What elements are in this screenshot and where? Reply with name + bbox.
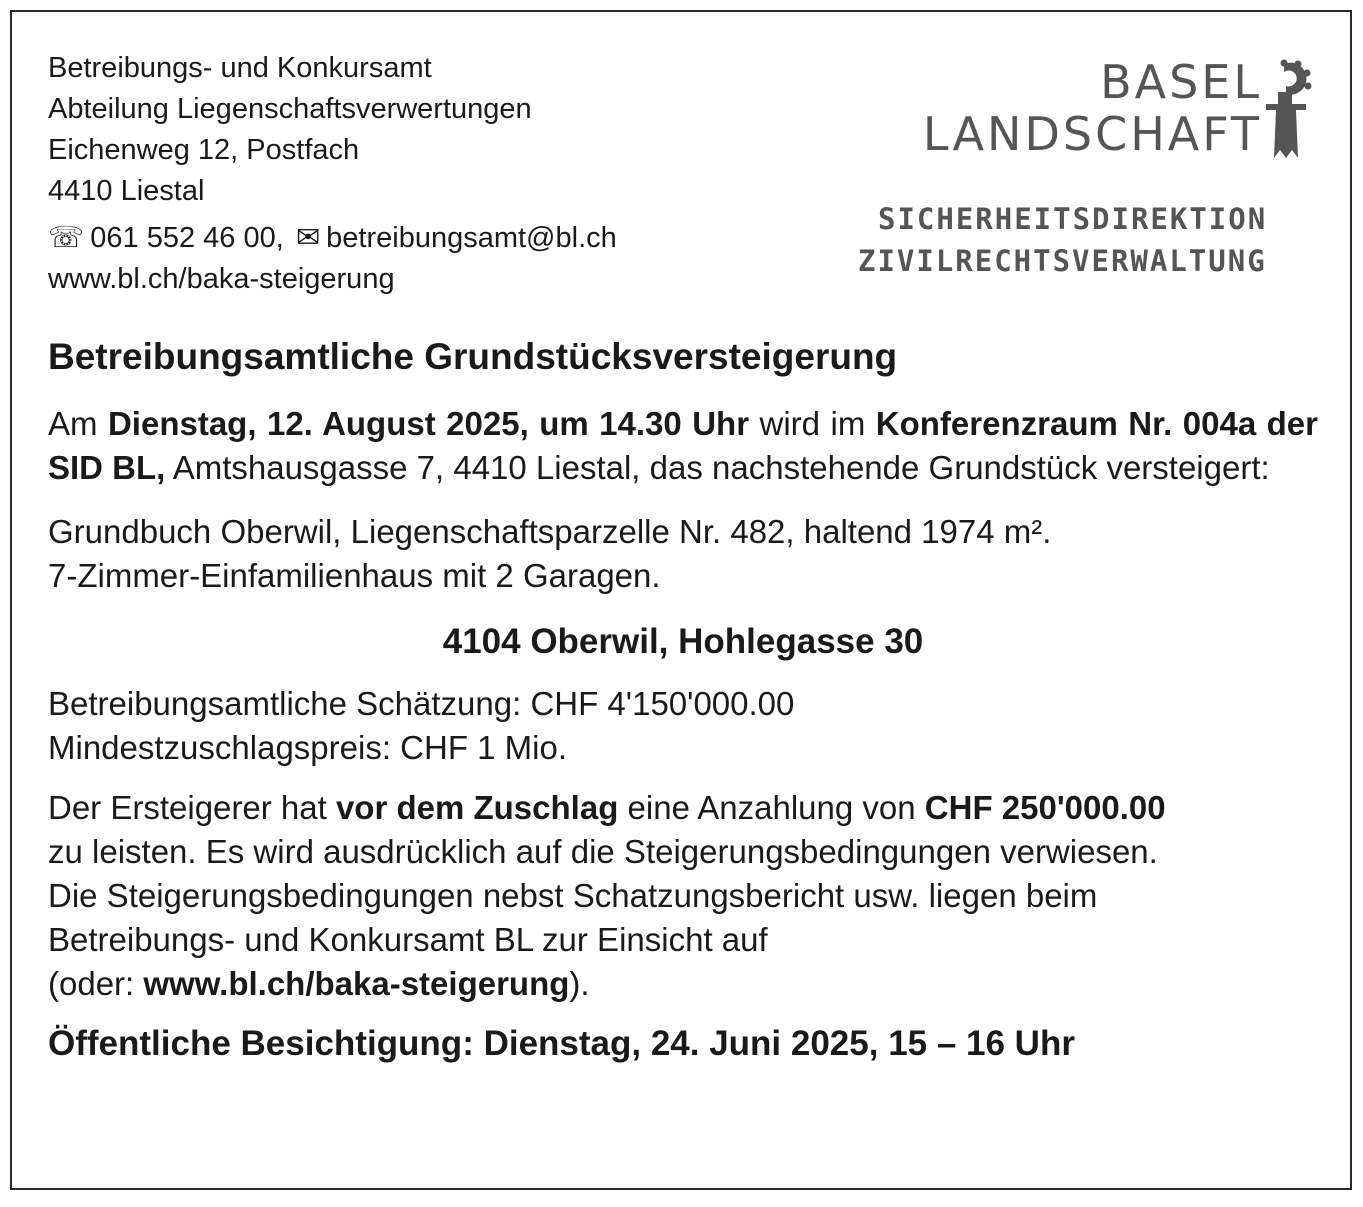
phone-icon: ☏ <box>48 222 85 254</box>
conditions-deposit: CHF 250'000.00 <box>924 789 1166 826</box>
address-line-2: Abteilung Liegenschaftsverwertungen <box>48 93 532 125</box>
logo-subline-sicherheitsdirektion: SICHERHEITSDIREKTION <box>878 202 1268 236</box>
logo-subline-zivilrechtsverwaltung: ZIVILRECHTSVERWALTUNG <box>858 244 1267 278</box>
website-link[interactable]: www.bl.ch/baka-steigerung <box>48 263 395 295</box>
property-description <box>48 510 1318 598</box>
auction-location: Konferenzraum Nr. 004a der SID BL, <box>48 405 1318 486</box>
property-line-1: Grundbuch Oberwil, Liegenschaftsparzelle Nr. 482, haltend 1974 m². <box>48 513 1052 550</box>
auction-date-time: Dienstag, 12. August 2025, um 14.30 Uhr <box>107 405 750 442</box>
valuation-estimate: Betreibungsamtliche Schätzung: CHF 4'150'000.00 <box>48 685 795 722</box>
office-address <box>48 48 617 300</box>
conditions-text-3: zu leisten. Es wird ausdrücklich auf die Steigerungsbedingungen verwiesen. <box>48 833 1158 870</box>
auction-text-3: Amtshausgasse 7, 4410 Liestal, das nachstehende Grundstück versteigert: <box>165 449 1270 486</box>
mail-icon: ✉ <box>295 222 321 254</box>
notice-title: Betreibungsamtliche Grundstücksversteigerung <box>48 336 898 377</box>
address-line-3: Eichenweg 12, Postfach <box>48 134 360 166</box>
basel-landschaft-logo <box>828 50 1328 300</box>
logo-line-landschaft: LANDSCHAFT <box>922 107 1262 161</box>
header <box>48 48 1318 310</box>
phone-number: 061 552 46 00, <box>90 222 284 254</box>
address-line-1: Betreibungs- und Konkursamt <box>48 52 432 84</box>
public-viewing: Öffentliche Besichtigung: Dienstag, 24. Juni 2025, 15 – 16 Uhr <box>48 1024 1075 1063</box>
auction-text-1: Am <box>48 405 108 442</box>
conditions-text-6: (oder: <box>48 965 144 1002</box>
conditions-text-1: Der Ersteigerer hat <box>48 789 336 826</box>
property-address: 4104 Oberwil, Hohlegasse 30 <box>442 622 924 661</box>
email-address: betreibungsamt@bl.ch <box>326 222 617 254</box>
conditions-website-link[interactable]: www.bl.ch/baka-steigerung <box>143 965 570 1002</box>
valuation-minimum: Mindestzuschlagspreis: CHF 1 Mio. <box>48 729 568 766</box>
logo-line-basel: BASEL <box>1100 55 1262 109</box>
crozier-icon <box>1264 58 1322 168</box>
property-line-2: 7-Zimmer-Einfamilienhaus mit 2 Garagen. <box>48 557 661 594</box>
conditions-text-7: ). <box>569 965 590 1002</box>
conditions-bold-1: vor dem Zuschlag <box>335 789 619 826</box>
conditions-text-2: eine Anzahlung von <box>618 789 925 826</box>
valuation <box>48 682 1318 770</box>
address-line-4: 4410 Liestal <box>48 175 205 207</box>
auction-paragraph <box>48 402 1318 490</box>
conditions-text-4: Die Steigerungsbedingungen nebst Schatzungsbericht usw. liegen beim <box>48 877 1098 914</box>
notice-frame <box>10 10 1352 1190</box>
conditions-text-5: Betreibungs- und Konkursamt BL zur Einsicht auf <box>48 921 768 958</box>
notice-content <box>48 48 1318 1066</box>
auction-text-2: wird im <box>749 405 876 442</box>
contact-line <box>48 218 617 259</box>
conditions-paragraph <box>48 786 1318 1006</box>
